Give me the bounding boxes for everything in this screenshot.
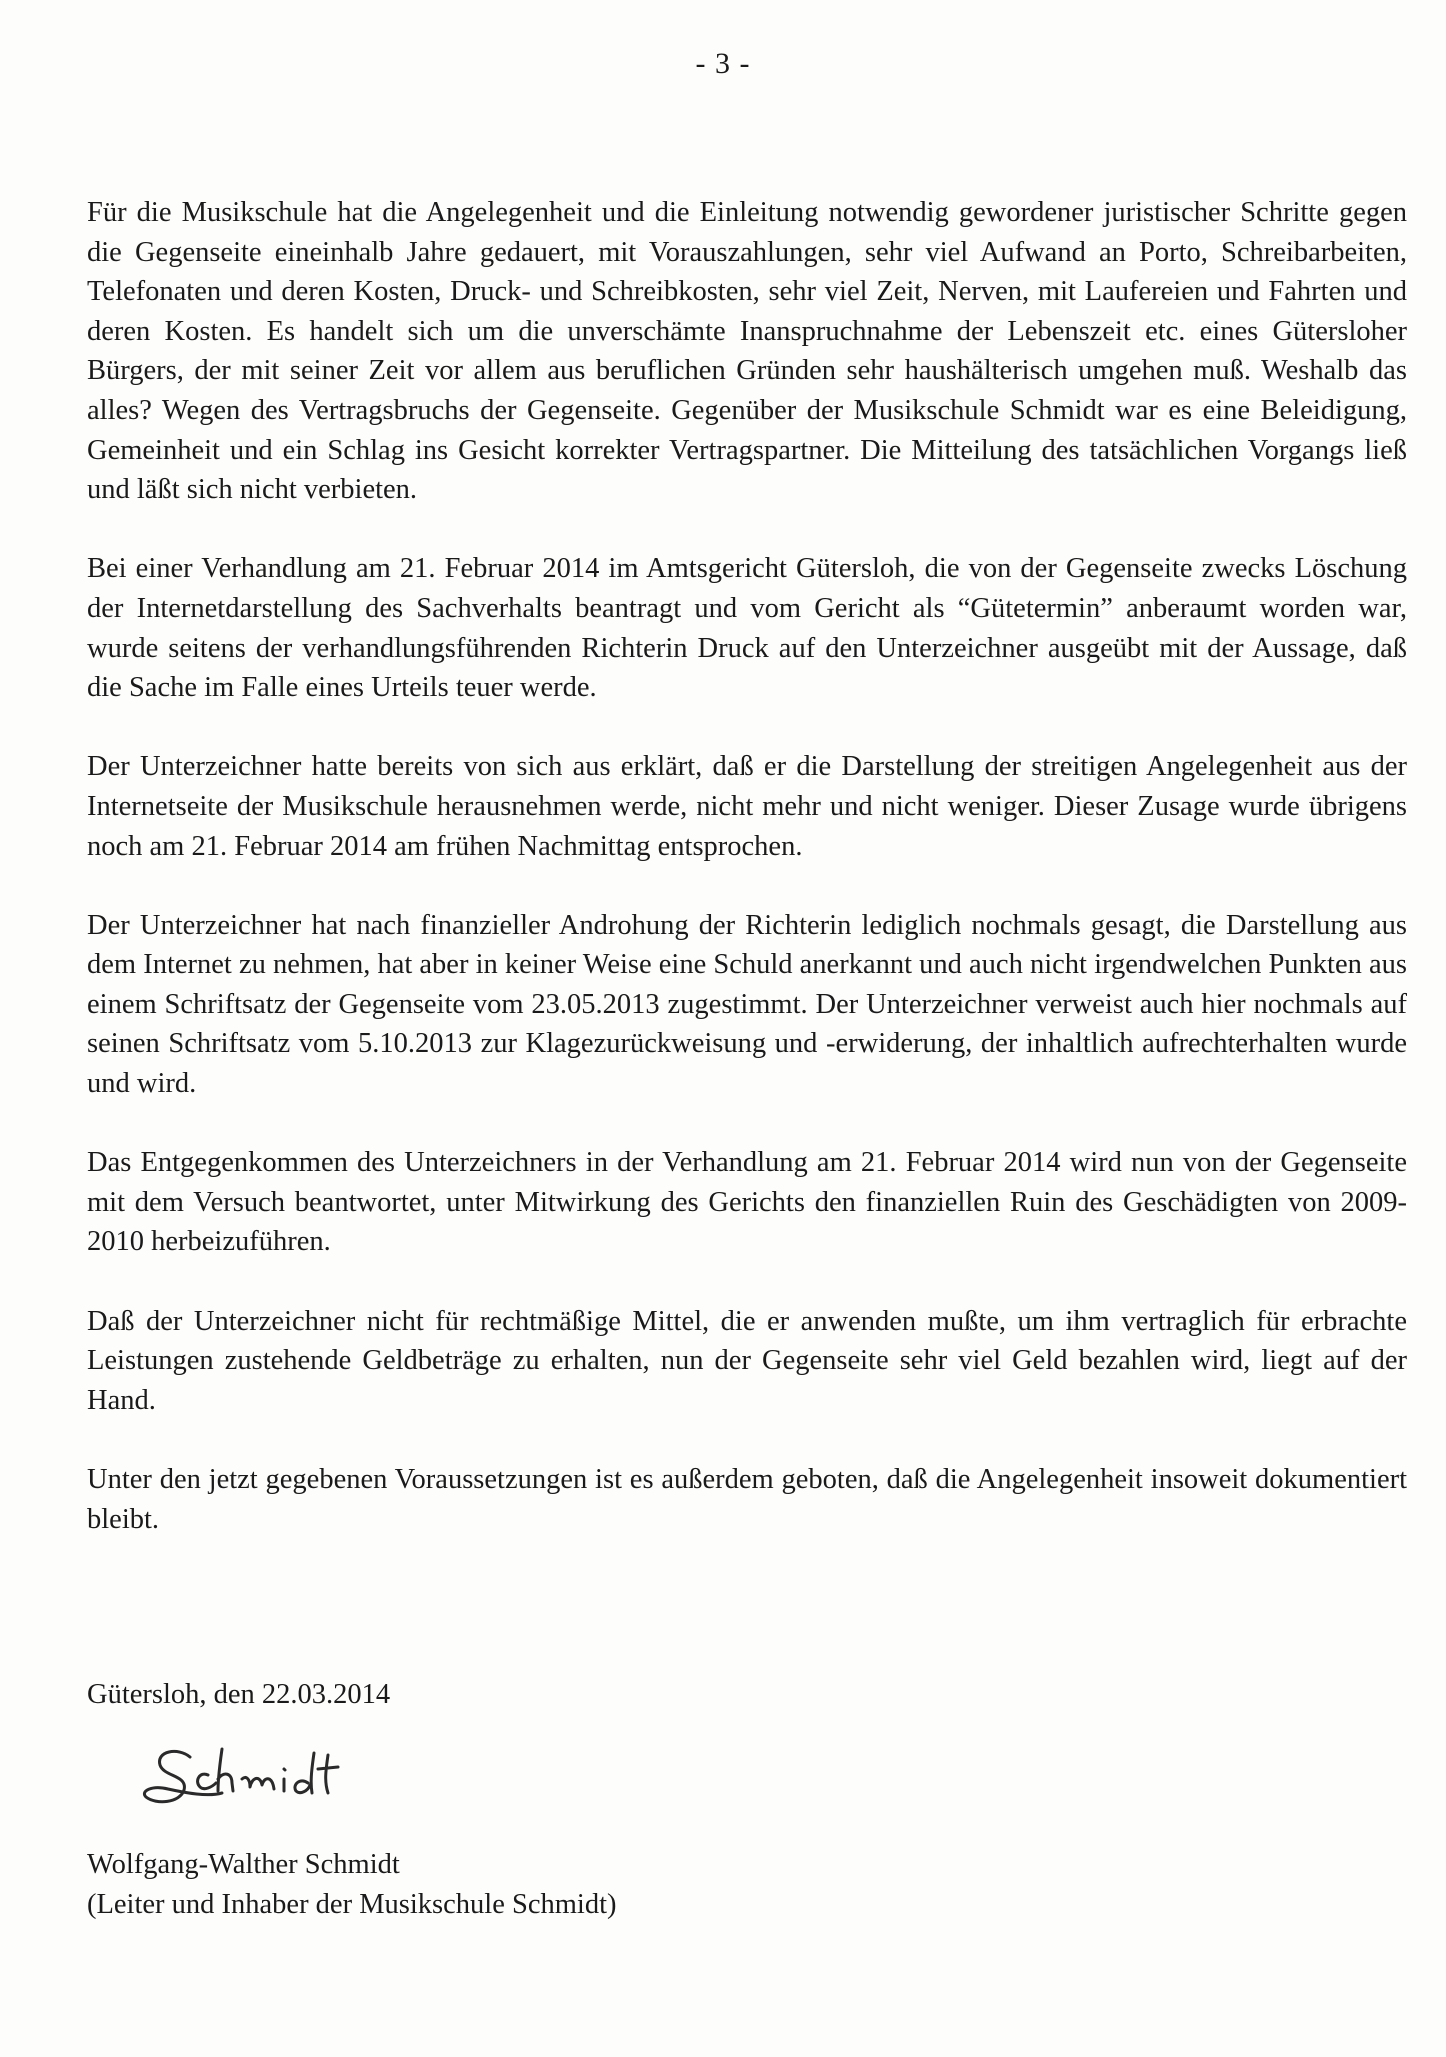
place-date: Gütersloh, den 22.03.2014	[87, 1679, 391, 1710]
paragraph-7: Unter den jetzt gegebenen Voraussetzungen ist es außerdem geboten, daß die Angelegenheit insoweit dokumentiert bleibt.	[87, 1464, 1407, 1535]
signature-drawing	[138, 1735, 368, 1825]
signer-role: (Leiter und Inhaber der Musikschule Schmidt)	[87, 1888, 617, 1920]
paragraph-2: Bei einer Verhandlung am 21. Februar 2014 im Amtsgericht Gütersloh, die von der Gegenseite zwecks Löschung der Internetdarstellung des Sachverhalts beantragt und vom Gericht als “Gütetermin” anberaumt worden war, wurde seitens der verhandlungsführenden Richterin Druck auf den Unterzeichner ausgeübt mit der Aussage, daß die Sache im Falle eines Urteils teuer werde.	[87, 553, 1407, 704]
paragraph-3: Der Unterzeichner hatte bereits von sich aus erklärt, daß er die Darstellung der streitigen Angelegenheit aus der Internetseite der Musikschule herausnehmen werde, nicht mehr und nicht weniger. Dieser Zusage wurde übrigens noch am 21. Februar 2014 am frühen Nachmittag entsprochen.	[87, 751, 1407, 862]
handwritten-signature	[138, 1735, 368, 1825]
paragraph-5: Das Entgegenkommen des Unterzeichners in der Verhandlung am 21. Februar 2014 wird nun von der Gegenseite mit dem Versuch beantwortet, unter Mitwirkung des Gerichts den finanziellen Ruin des Geschädigten von 2009-2010 herbeizuführen.	[87, 1147, 1407, 1258]
paragraph-1: Für die Musikschule hat die Angelegenheit und die Einleitung notwendig gewordener juristischer Schritte gegen die Gegenseite eineinhalb Jahre gedauert, mit Vorauszahlungen, sehr viel Aufwand an Porto, Schreibarbeiten, Telefonaten und deren Kosten, Druck- und Schreibkosten, sehr viel Zeit, Nerven, mit Laufereien und Fahrten und deren Kosten. Es handelt sich um die unverschämte Inanspruchnahme der Lebenszeit etc. eines Gütersloher Bürgers, der mit seiner Zeit vor allem aus beruflichen Gründen sehr haushälterisch umgehen muß. Weshalb das alles? Wegen des Vertragsbruchs der Gegenseite. Gegenüber der Musikschule Schmidt war es eine Beleidigung, Gemeinheit und ein Schlag ins Gesicht korrekter Vertragspartner. Die Mitteilung des tatsächlichen Vorgangs ließ und läßt sich nicht verbieten.	[87, 197, 1407, 506]
signer-name: Wolfgang-Walther Schmidt	[87, 1849, 400, 1880]
signer-block	[87, 1845, 1407, 1924]
page-number: - 3 -	[695, 47, 751, 80]
paragraph-6: Daß der Unterzeichner nicht für rechtmäßige Mittel, die er anwenden mußte, um ihm vertraglich für erbrachte Leistungen zustehende Geldbeträge zu erhalten, nun der Gegenseite sehr viel Geld bezahlen wird, liegt auf der Hand.	[87, 1305, 1407, 1416]
paragraph-4: Der Unterzeichner hat nach finanzieller Androhung der Richterin lediglich nochmals gesagt, die Darstellung aus dem Internet zu nehmen, hat aber in keiner Weise eine Schuld anerkannt und auch nicht irgendwelchen Punkten aus einem Schriftsatz der Gegenseite vom 23.05.2013 zugestimmt. Der Unterzeichner verweist auch hier nochmals auf seinen Schriftsatz vom 5.10.2013 zur Klagezurückweisung und -erwiderung, der inhaltlich aufrechterhalten wurde und wird.	[87, 909, 1407, 1100]
letter-body	[87, 193, 1407, 1579]
closing-block	[87, 1675, 1407, 1715]
